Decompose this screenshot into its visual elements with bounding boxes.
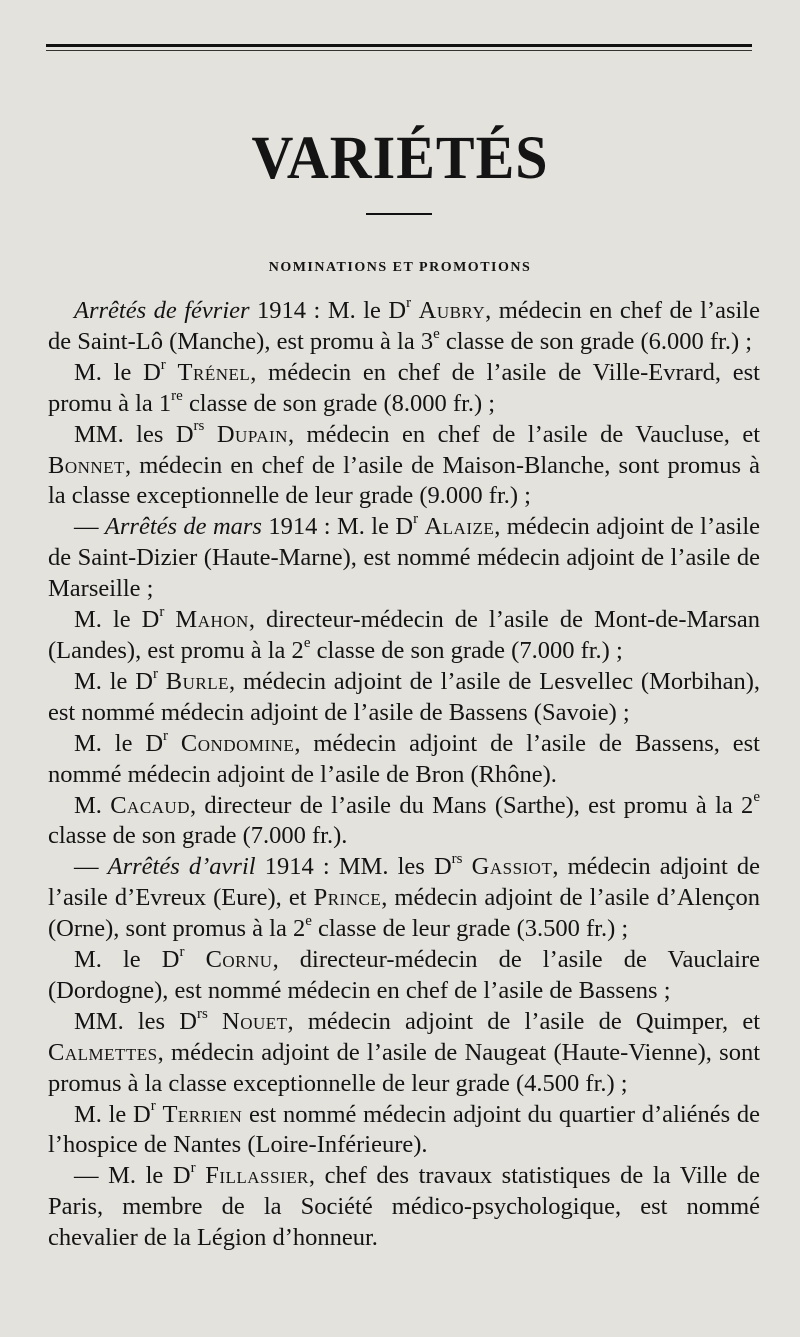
article-body	[48, 296, 760, 1254]
person-name: Alaize	[424, 513, 495, 541]
text-run: , médecin adjoint de l’asile d’Evreux (Eure), et	[48, 853, 761, 912]
person-name: Cornu	[205, 946, 273, 974]
text-run: M. le D	[74, 667, 153, 695]
section-heading: NOMINATIONS ET PROMOTIONS	[268, 260, 532, 275]
text-run: , directeur-médecin de l’asile de Vauclaire (Dordogne), est nommé médecin en chef de l’asile de Bassens ;	[48, 946, 761, 1004]
person-name: Gassiot	[471, 853, 553, 881]
text-run: 1914 : M. le D	[249, 297, 407, 324]
text-run: , directeur-médecin de l’asile de Mont-de-Marsan (Landes), est promu à la 2	[48, 606, 760, 664]
superscript: e	[305, 912, 312, 929]
paragraph	[48, 852, 760, 945]
person-name: Condomine	[180, 729, 295, 757]
text-run	[411, 297, 419, 324]
page-title: VARIÉTÉS	[251, 123, 549, 192]
text-run: classe de son grade (8.000 fr.) ;	[182, 389, 496, 417]
text-run	[168, 730, 181, 757]
text-run: MM. les D	[74, 1007, 197, 1035]
text-run: , médecin adjoint de l’asile de Quimper, et	[287, 1007, 761, 1035]
text-run: , médecin en chef de l’asile de Saint-Lô (Manche), est promu à la 3	[48, 297, 760, 355]
superscript: r	[150, 1098, 156, 1115]
text-run: , médecin en chef de l’asile de Maison-Blanche, sont promus à la classe exceptionnelle de leur grade (9.000 fr.) ;	[48, 451, 760, 510]
decree-heading: Arrêtés de février	[74, 297, 250, 324]
text-run: , médecin adjoint de l’asile de Lesvellec (Morbihan), est nommé médecin adjoint de l’asile de Bassens (Savoie) ;	[48, 667, 760, 726]
text-run	[208, 1008, 222, 1035]
text-run: M.	[74, 791, 111, 819]
paragraph	[48, 512, 760, 605]
superscript: e	[303, 634, 311, 651]
paragraph	[48, 358, 760, 420]
person-name: Dupain	[216, 420, 288, 448]
text-run: , directeur de l’asile du Mans (Sarthe), est promu à la 2	[190, 791, 754, 819]
text-run	[164, 606, 175, 633]
superscript: r	[190, 1160, 196, 1177]
person-name: Terrien	[162, 1100, 243, 1128]
superscript: r	[179, 943, 185, 960]
text-run	[158, 668, 166, 695]
top-rule	[46, 44, 752, 47]
text-run: classe de leur grade (3.500 fr.) ;	[311, 915, 629, 943]
person-name: Trénel	[177, 358, 251, 386]
paragraph	[48, 791, 760, 853]
paragraph	[48, 729, 760, 791]
text-run: MM. les D	[74, 420, 194, 448]
text-run: classe de son grade (6.000 fr.) ;	[439, 327, 753, 355]
text-run	[196, 1162, 206, 1189]
superscript: re	[171, 387, 183, 404]
superscript: rs	[193, 418, 205, 435]
text-run	[166, 359, 178, 386]
paragraph	[48, 945, 760, 1007]
top-rule-thin	[46, 50, 752, 51]
person-name: Cacaud	[110, 791, 190, 819]
title-divider	[366, 213, 432, 215]
text-run: , médecin adjoint de l’asile de Bassens, est nommé médecin adjoint de l’asile de Bron (Rhône).	[48, 729, 760, 788]
superscript: r	[159, 603, 165, 620]
superscript: r	[163, 727, 169, 744]
person-name: Aubry	[418, 297, 486, 324]
text-run: —	[74, 853, 108, 881]
text-run: , médecin en chef de l’asile de Ville-Evrard, est promu à la 1	[48, 358, 760, 417]
text-run: M. le D	[74, 729, 164, 757]
paragraph	[48, 420, 760, 513]
text-run: M. le D	[74, 1100, 151, 1128]
superscript: r	[413, 511, 419, 528]
paragraph	[48, 1100, 760, 1162]
text-run: , médecin adjoint de l’asile d’Alençon (Orne), sont promus à la 2	[48, 884, 760, 943]
person-name: Prince	[313, 884, 382, 912]
superscript: r	[406, 294, 412, 311]
paragraph	[48, 1007, 760, 1100]
decree-heading: Arrêtés d’avril	[107, 853, 256, 881]
superscript: r	[160, 356, 166, 373]
superscript: rs	[196, 1005, 208, 1022]
text-run: , chef des travaux statistiques de la Ville de Paris, membre de la Société médico-psychologique, est nommé chevalier de la Légion d’honneur.	[48, 1162, 760, 1252]
text-run: , médecin en chef de l’asile de Vaucluse, et	[287, 420, 761, 448]
text-run: classe de son grade (7.000 fr.).	[48, 822, 348, 850]
person-name: Calmettes	[48, 1038, 158, 1066]
text-run	[204, 421, 216, 448]
person-name: Bonnet	[48, 451, 125, 479]
text-run: est nommé médecin adjoint du quartier d’aliénés de l’hospice de Nantes (Loire-Inférieure).	[48, 1100, 760, 1159]
superscript: rs	[451, 851, 463, 868]
text-run: , médecin adjoint de l’asile de Saint-Dizier (Haute-Marne), est nommé médecin adjoint de l’asile de Marseille ;	[48, 513, 761, 603]
text-run: M. le D	[74, 358, 161, 386]
text-run: M. le D	[74, 946, 180, 974]
text-run	[463, 853, 472, 880]
paragraph	[48, 296, 760, 358]
text-run: 1914 : MM. les D	[255, 853, 452, 881]
text-run	[184, 946, 205, 973]
paragraph	[48, 667, 760, 729]
paragraph	[48, 1161, 760, 1254]
text-run: —	[74, 513, 105, 541]
text-run: M. le D	[74, 606, 160, 634]
superscript: e	[433, 325, 440, 342]
paragraph	[48, 605, 760, 667]
text-run: — M. le D	[74, 1162, 191, 1190]
text-run: 1914 : M. le D	[261, 513, 414, 541]
superscript: e	[753, 789, 760, 806]
person-name: Nouet	[222, 1007, 288, 1035]
superscript: r	[152, 665, 158, 682]
text-run: classe de son grade (7.000 fr.) ;	[310, 636, 623, 664]
decree-heading: Arrêtés de mars	[104, 513, 262, 541]
text-run: , médecin adjoint de l’asile de Naugeat (Haute-Vienne), sont promus à la classe exceptionnelle de leur grade (4.500 fr.) ;	[48, 1038, 760, 1097]
person-name: Mahon	[175, 606, 249, 634]
person-name: Burle	[165, 667, 229, 695]
person-name: Fillassier	[205, 1162, 309, 1190]
